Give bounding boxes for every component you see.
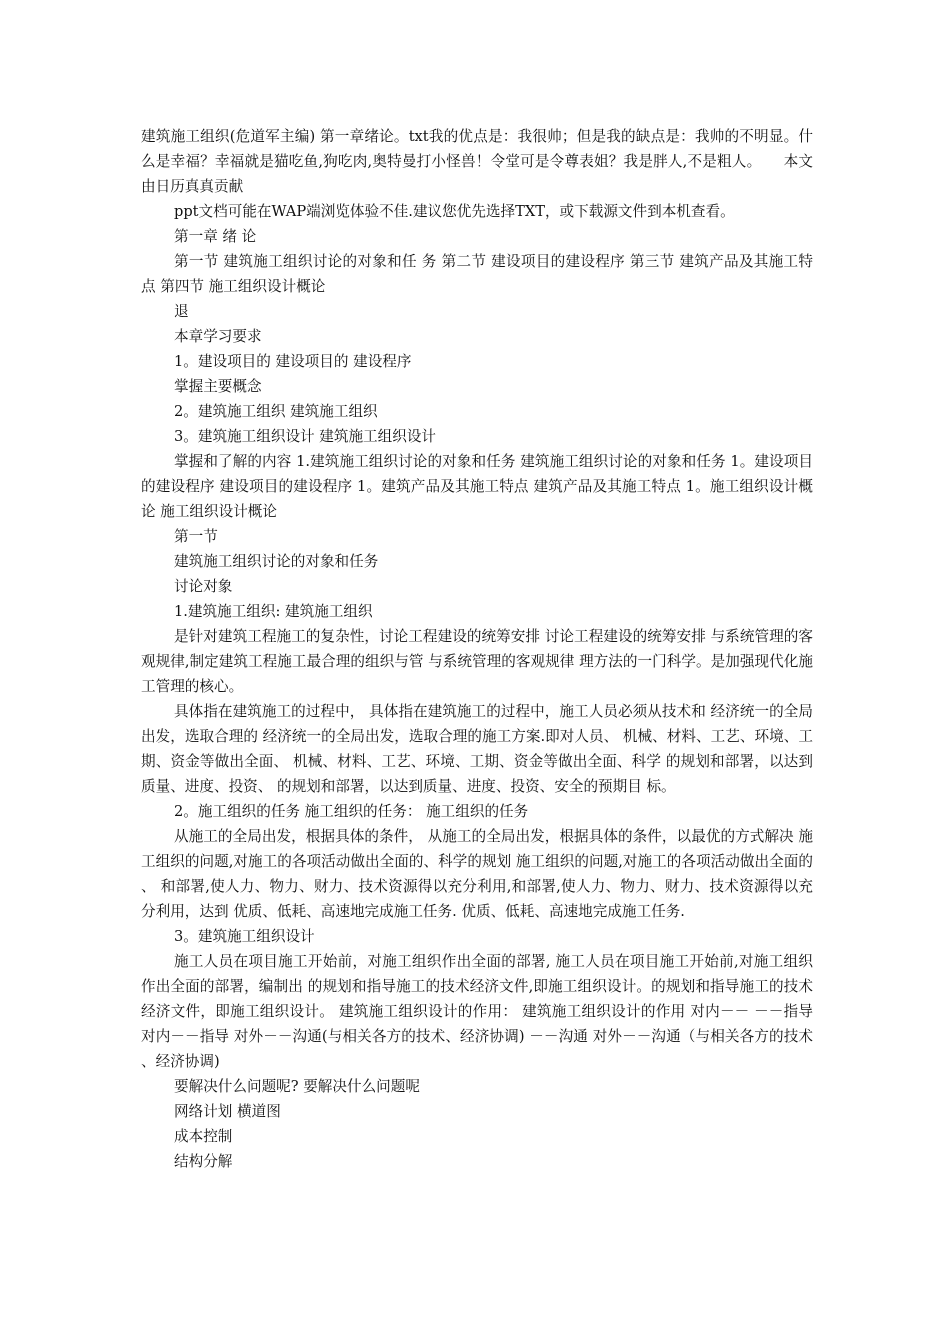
- list-item: 3。建筑施工组织设计: [174, 928, 315, 945]
- definition-paragraph: 是针对建筑工程施工的复杂性，讨论工程建设的统筹安排 讨论工程建设的统筹安排 与系统管理的客观规律,制定建筑工程施工最合理的组织与管 与系统管理的客观规律 理方法的一门科学。是加强现代化施工管理的核心。: [141, 628, 813, 695]
- back-text: 退: [174, 303, 189, 320]
- list-item: 1。建设项目的 建设项目的 建设程序: [174, 353, 412, 370]
- section-title: 建筑施工组织讨论的对象和任务: [174, 553, 379, 570]
- key-concepts-heading: 掌握主要概念: [174, 378, 262, 395]
- document-body: [141, 124, 813, 1174]
- chapter-sections: 第一节 建筑施工组织讨论的对象和任 务 第二节 建设项目的建设程序 第三节 建筑产品及其施工特点 第四节 施工组织设计概论: [141, 253, 813, 295]
- subsection-heading: 讨论对象: [174, 578, 233, 595]
- chapter-title: 第一章 绪 论: [174, 228, 257, 245]
- detail-paragraph: 具体指在建筑施工的过程中， 具体指在建筑施工的过程中，施工人员必须从技术和 经济统一的全局出发，选取合理的 经济统一的全局出发，选取合理的施工方案.即对人员、 机械、材料、工艺、环境、工期、资金等做出全面、 机械、材料、工艺、环境、工期、资金等做出全面、科学 的规划和部署，以达到质量、进度、投资、 的规划和部署，以达到质量、进度、投资、安全的预期目 标。: [141, 703, 813, 795]
- list-item: 2。建筑施工组织 建筑施工组织: [174, 403, 378, 420]
- ppt-notice: ppt文档可能在WAP端浏览体验不佳.建议您优先选择TXT，或下载源文件到本机查看。: [174, 203, 735, 220]
- list-item: 网络计划 横道图: [174, 1103, 281, 1120]
- design-paragraph: 施工人员在项目施工开始前，对施工组织作出全面的部署, 施工人员在项目施工开始前,对施工组织作出全面的部署，编制出 的规划和指导施工的技术经济文件,即施工组织设计。的规划和指导施工的技术经济文件，即施工组织设计。 建筑施工组织设计的作用： 建筑施工组织设计的作用 对内－－ －－指导 对内－－指导 对外－－沟通(与相关各方的技术、经济协调) －－沟通 对外－－沟通（与相关各方的技术、经济协调): [141, 953, 813, 1070]
- list-item: 3。建筑施工组织设计 建筑施工组织设计: [174, 428, 437, 445]
- question-line: 要解决什么问题呢? 要解决什么问题呢: [174, 1078, 420, 1095]
- learning-requirements-heading: 本章学习要求: [174, 328, 262, 345]
- learning-content-paragraph: 掌握和了解的内容 1.建筑施工组织讨论的对象和任务 建筑施工组织讨论的对象和任务 1。建设项目的建设程序 建设项目的建设程序 1。建筑产品及其施工特点 建筑产品及其施工特点 1。施工组织设计概论 施工组织设计概论: [141, 453, 813, 520]
- list-item: 2。施工组织的任务 施工组织的任务： 施工组织的任务: [174, 803, 529, 820]
- task-paragraph: 从施工的全局出发，根据具体的条件， 从施工的全局出发，根据具体的条件，以最优的方式解决 施工组织的问题,对施工的各项活动做出全面的、科学的规划 施工组织的问题,对施工的各项活动做出全面的、 和部署,使人力、物力、财力、技术资源得以充分利用,和部署,使人力、物力、财力、技术资源得以充分利用，达到 优质、低耗、高速地完成施工任务. 优质、低耗、高速地完成施工任务.: [141, 828, 813, 920]
- list-item: 1.建筑施工组织: 建筑施工组织: [174, 603, 373, 620]
- section-label: 第一节: [174, 528, 218, 545]
- list-item: 成本控制: [174, 1128, 233, 1145]
- list-item: 结构分解: [174, 1153, 233, 1170]
- intro-paragraph: 建筑施工组织(危道军主编) 第一章绪论。txt我的优点是：我很帅；但是我的缺点是：我帅的不明显。什么是幸福？幸福就是猫吃鱼,狗吃肉,奥特曼打小怪兽！令堂可是令尊表姐？我是胖人,不是粗人。 本文由日历真真贡献: [141, 128, 813, 195]
